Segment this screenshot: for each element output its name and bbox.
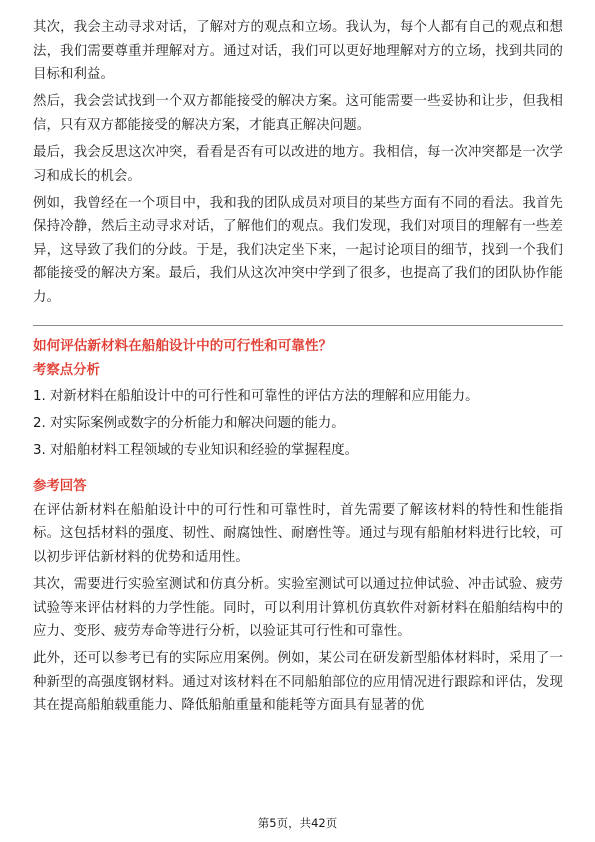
intro-paragraph-2: 然后，我会尝试找到一个双方都能接受的解决方案。这可能需要一些妥协和让步，但我相信，只有双方都能接受的解决方案，才能真正解决问题。	[33, 94, 563, 133]
intro-paragraph-3: 最后，我会反思这次冲突，看看是否有可以改进的地方。我相信，每一次冲突都是一次学习和成长的机会。	[33, 144, 563, 184]
analysis-item-2: 2. 对实际案例或数字的分析能力和解决问题的能力。	[33, 415, 345, 431]
analysis-list	[33, 383, 563, 464]
section-divider	[33, 325, 563, 326]
answer-paragraph-1: 在评估新材料在船舶设计中的可行性和可靠性时，首先需要了解该材料的特性和性能指标。这包括材料的强度、韧性、耐腐蚀性、耐磨性等。通过与现有船舶材料进行比较，可以初步评估新材料的优势和适用性。	[33, 502, 563, 565]
answer-heading: 参考回答	[33, 478, 87, 494]
answer-paragraph-3: 此外，还可以参考已有的实际应用案例。例如，某公司在研发新型船体材料时，采用了一种新型的高强度钢材料。通过对该材料在不同船舶部位的应用情况进行跟踪和评估，发现其在提高船舶载重能力、降低船舶重量和能耗等方面具有显著的优	[33, 651, 563, 714]
question-heading: 如何评估新材料在船舶设计中的可行性和可靠性？	[33, 337, 333, 354]
intro-paragraph-1: 其次，我会主动寻求对话，了解对方的观点和立场。我认为，每个人都有自己的观点和想法，我们需要尊重并理解对方。通过对话，我们可以更好地理解对方的立场，找到共同的目标和利益。	[33, 20, 563, 83]
analysis-heading: 考察点分析	[33, 362, 100, 378]
document-page	[33, 16, 563, 721]
analysis-item-1: 1. 对新材料在船舶设计中的可行性和可靠性的评估方法的理解和应用能力。	[33, 388, 479, 404]
page-number-footer: 第5页，共42页	[257, 816, 338, 830]
intro-paragraph-4: 例如，我曾经在一个项目中，我和我的团队成员对项目的某些方面有不同的看法。我首先保持冷静，然后主动寻求对话，了解他们的观点。我们发现，我们对项目的理解有一些差异，这导致了我们的分歧。于是，我们决定坐下来，一起讨论项目的细节，找到一个我们都能接受的解决方案。最后，我们从这次冲突中学到了很多，也提高了我们的团队协作能力。	[33, 195, 563, 306]
analysis-item-3: 3. 对船舶材料工程领域的专业知识和经验的掌握程度。	[33, 442, 359, 458]
answer-paragraph-2: 其次，需要进行实验室测试和仿真分析。实验室测试可以通过拉伸试验、冲击试验、疲劳试验等来评估材料的力学性能。同时，可以利用计算机仿真软件对新材料在船舶结构中的应力、变形、疲劳寿命等进行分析，以验证其可行性和可靠性。	[33, 576, 563, 640]
